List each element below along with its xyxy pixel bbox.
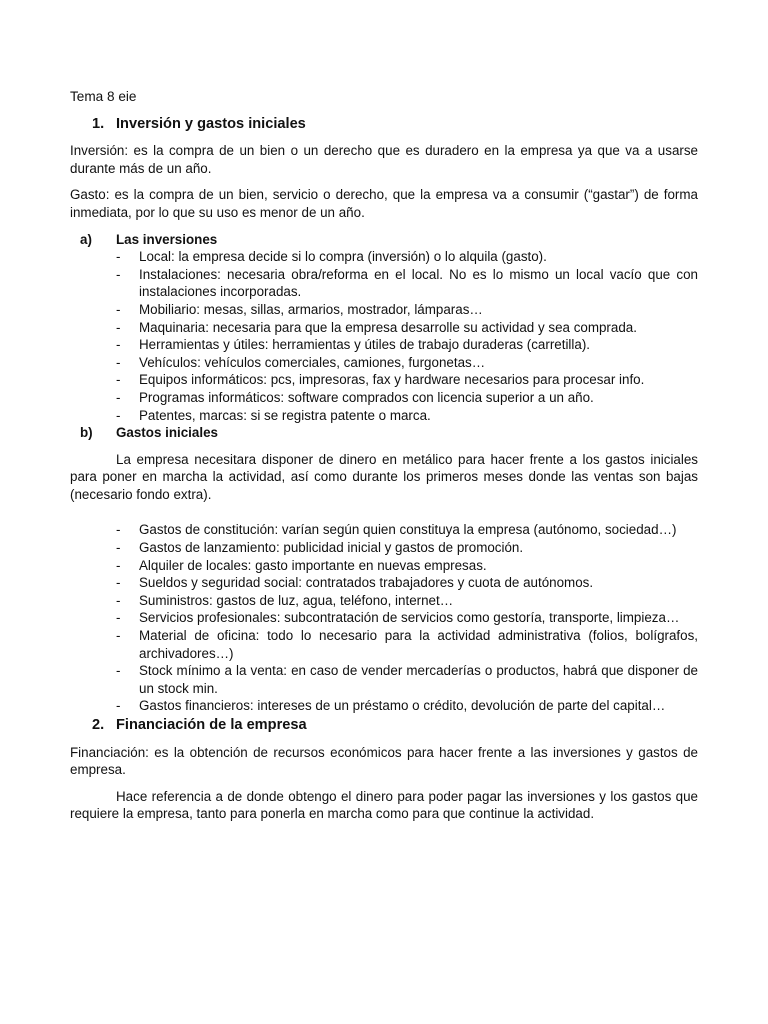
subsection-b-heading xyxy=(70,424,698,442)
list-item: - Local: la empresa decide si lo compra (inversión) o lo alquila (gasto). xyxy=(70,248,698,266)
paragraph-referencia: Hace referencia a de donde obtengo el dinero para poder pagar las inversiones y los gastos que requiere la empresa, tanto para ponerla en marcha como para que continue la actividad. xyxy=(70,788,698,822)
list-item: - Maquinaria: necesaria para que la empresa desarrolle su actividad y sea comprada. xyxy=(70,319,698,337)
subsection-a-letter: a) xyxy=(80,231,92,247)
paragraph-gasto: Gasto: es la compra de un bien, servicio o derecho, que la empresa va a consumir (“gastar”) de forma inmediata, por lo que su uso es menor de un año. xyxy=(70,187,698,220)
section-2-title: Financiación de la empresa xyxy=(116,717,307,733)
paragraph-inversion: Inversión: es la compra de un bien o un derecho que es duradero en la empresa ya que va a usarse durante más de un año. xyxy=(70,143,698,176)
subsection-b-title: Gastos iniciales xyxy=(116,425,218,441)
list-item: - Gastos financieros: intereses de un préstamo o crédito, devolución de parte del capital… xyxy=(70,697,698,715)
list-item: - Vehículos: vehículos comerciales, camiones, furgonetas… xyxy=(70,354,698,372)
section-1-title: Inversión y gastos iniciales xyxy=(116,115,306,132)
paragraph-gastos-intro: La empresa necesitara disponer de dinero en metálico para hacer frente a los gastos iniciales para poner en marcha la actividad, así como durante los primeros meses donde las ventas son bajas (necesario fondo extra). xyxy=(70,451,698,502)
paragraph-financiacion: Financiación: es la obtención de recursos económicos para hacer frente a las inversiones y gastos de empresa. xyxy=(70,744,698,778)
list-item: - Stock mínimo a la venta: en caso de vender mercaderías o productos, habrá que disponer de un stock min. xyxy=(70,662,698,697)
section-2-heading xyxy=(70,717,698,735)
list-item: - Instalaciones: necesaria obra/reforma en el local. No es lo mismo un local vacío que con instalaciones incorporadas. xyxy=(70,266,698,301)
section-1-number: 1. xyxy=(92,115,105,132)
subsection-a-heading xyxy=(70,231,698,249)
subsection-b-letter: b) xyxy=(80,425,93,441)
list-item: - Equipos informáticos: pcs, impresoras, fax y hardware necesarios para procesar info. xyxy=(70,371,698,389)
document-title: Tema 8 eie xyxy=(70,89,137,104)
list-item: - Programas informáticos: software comprados con licencia superior a un año. xyxy=(70,389,698,407)
list-item: - Servicios profesionales: subcontratación de servicios como gestoría, transporte, limpieza… xyxy=(70,609,698,627)
list-item: - Patentes, marcas: si se registra patente o marca. xyxy=(70,407,698,425)
list-item: - Gastos de lanzamiento: publicidad inicial y gastos de promoción. xyxy=(70,539,698,557)
document-page xyxy=(70,88,698,832)
subsection-a-title: Las inversiones xyxy=(116,231,218,247)
section-2-number: 2. xyxy=(92,717,105,733)
list-item: - Alquiler de locales: gasto importante en nuevas empresas. xyxy=(70,557,698,575)
list-item: - Material de oficina: todo lo necesario para la actividad administrativa (folios, bolígrafos, archivadores…) xyxy=(70,627,698,662)
list-item: - Herramientas y útiles: herramientas y útiles de trabajo duraderas (carretilla). xyxy=(70,336,698,354)
list-item: - Mobiliario: mesas, sillas, armarios, mostrador, lámparas… xyxy=(70,301,698,319)
section-1-heading xyxy=(70,116,698,134)
inversiones-list xyxy=(70,248,698,424)
gastos-list xyxy=(70,521,698,715)
list-item: - Sueldos y seguridad social: contratados trabajadores y cuota de autónomos. xyxy=(70,574,698,592)
list-item: - Gastos de constitución: varían según quien constituya la empresa (autónomo, sociedad…) xyxy=(70,521,698,539)
list-item: - Suministros: gastos de luz, agua, teléfono, internet… xyxy=(70,592,698,610)
